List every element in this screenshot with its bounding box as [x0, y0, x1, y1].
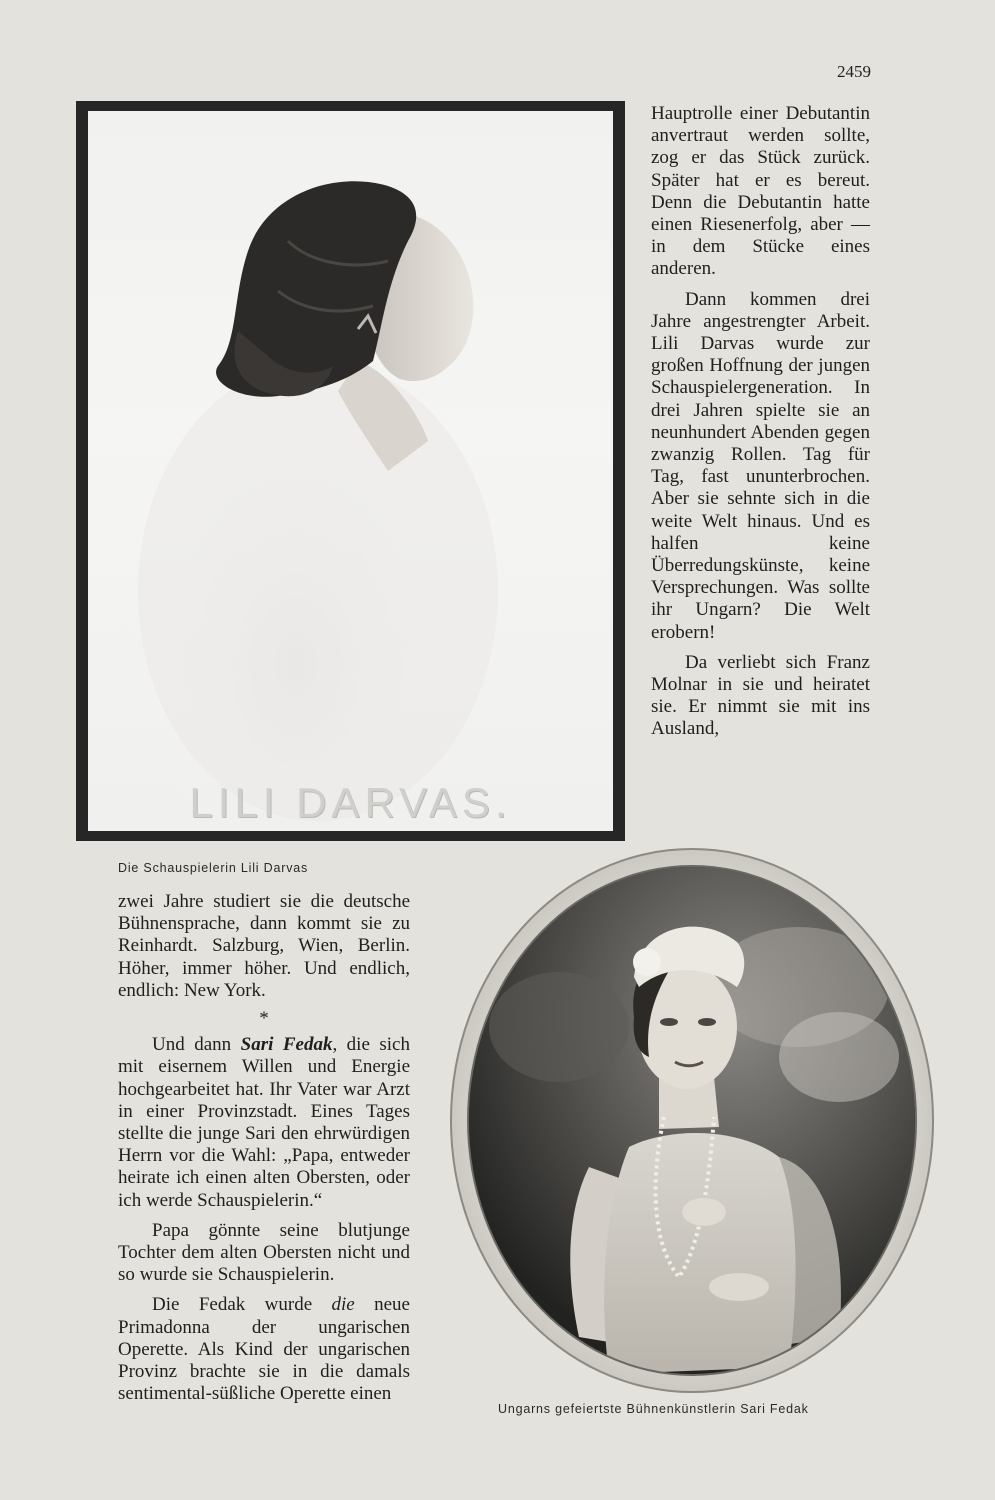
paragraph: [118, 1034, 410, 1212]
text-span: , die sich mit eisernem Willen und Energie hochgearbeitet hat. Ihr Vater war Arzt in einer Provinzstadt. Eines Tages stellte die junge Sari den ehrwürdigen Herrn vor die Wahl: „Papa, entweder heirate ich einen alten Obersten, oder ich werde Schauspielerin.“: [118, 1034, 410, 1211]
round-photo-image: [469, 867, 915, 1374]
text-span: neue Primadonna der ungarischen Operette. Als Kind der ungarischen Provinz brachte sie in die damals sentimental-süßliche Operette einen: [118, 1294, 410, 1405]
photo-caption-top: Die Schauspielerin Lili Darvas: [118, 861, 309, 875]
paragraph: [118, 1294, 410, 1405]
portrait-photo-sari-fedak: [450, 848, 934, 1393]
photo-signature: LILI DARVAS.: [189, 779, 512, 826]
portrait-photo-lili-darvas: [76, 101, 625, 841]
paragraph: Papa gönnte seine blutjunge Tochter dem alten Obersten nicht und so wurde sie Schauspielerin.: [118, 1219, 410, 1286]
paragraph: zwei Jahre studiert sie die deutsche Bühnensprache, dann kommt sie zu Reinhardt. Salzburg, Wien, Berlin. Höher, immer höher. Und endlich, endlich: New York.: [118, 891, 410, 1001]
portrait-photo-image: [88, 111, 613, 831]
text-span: Die Fedak wurde: [152, 1294, 332, 1316]
paragraph: Hauptrolle einer Debutantin anvertraut werden sollte, zog er das Stück zurück. Später hat er es bereut. Denn die Debutantin hatte einen Riesenerfolg, aber — in dem Stücke eines anderen.: [651, 103, 870, 280]
article-column-left: [118, 891, 410, 1405]
photo-caption-bottom: Ungarns gefeiertste Bühnenkünstlerin Sari Fedak: [498, 1402, 809, 1416]
text-span: Und dann: [152, 1034, 241, 1056]
name-highlight: Sari Fedak: [240, 1034, 333, 1056]
paragraph: Dann kommen drei Jahre angestrengter Arbeit. Lili Darvas wurde zur großen Hoffnung der jungen Schauspielergeneration. In drei Jahren spielte sie an neunhundert Abenden gegen zwanzig Rollen. Tag für Tag, fast ununterbrochen. Aber sie sehnte sich in die weite Welt hinaus. Und es halfen keine Überredungskünste, keine Versprechungen. Was sollte ihr Ungarn? Die Welt erobern!: [651, 288, 870, 643]
emphasis: die: [331, 1294, 355, 1316]
paragraph: Da verliebt sich Franz Molnar in sie und heiratet sie. Er nimmt sie mit ins Ausland,: [651, 651, 870, 740]
article-column-right: [651, 103, 870, 741]
round-portrait-illustration: [469, 867, 915, 1374]
section-separator: *: [259, 1008, 269, 1030]
portrait-illustration: [88, 111, 613, 831]
page-number: 2459: [837, 62, 871, 81]
